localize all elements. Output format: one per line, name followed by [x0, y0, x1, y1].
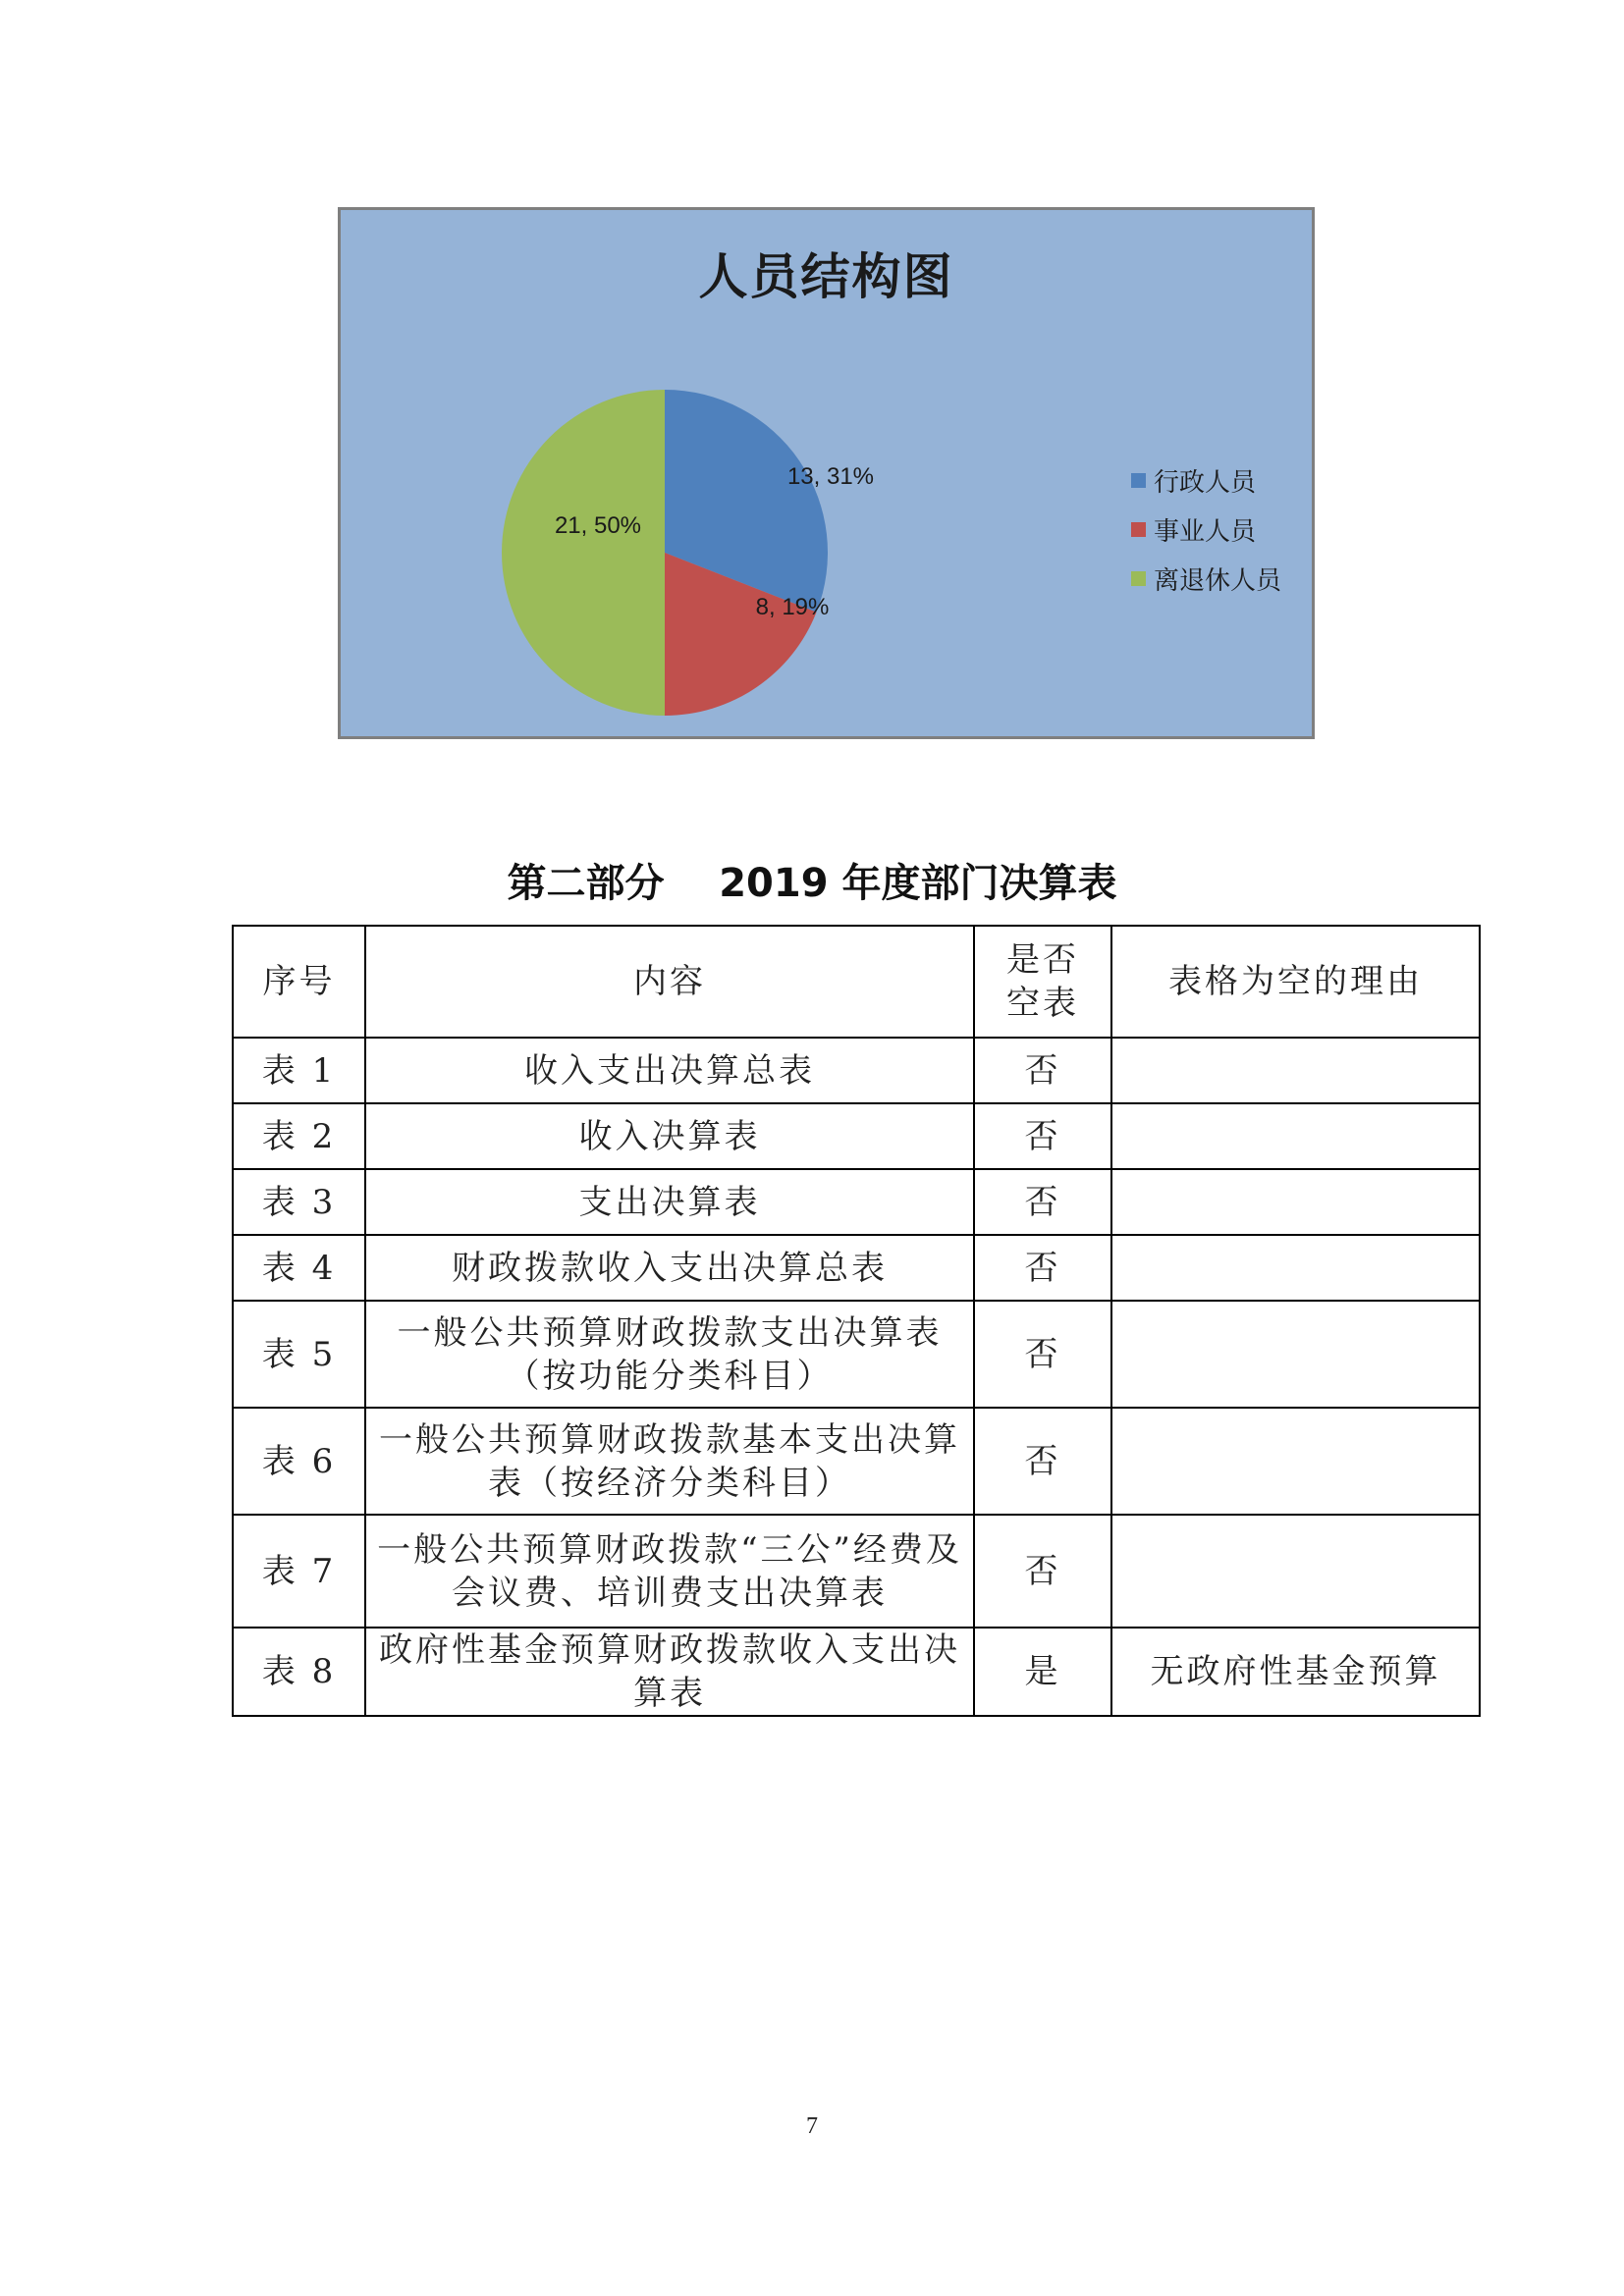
header-content: 内容	[365, 926, 974, 1038]
row-empty: 否	[974, 1103, 1111, 1169]
row-num: 表 1	[233, 1038, 365, 1103]
table-row	[233, 1235, 1480, 1301]
row-num: 表 2	[233, 1103, 365, 1169]
legend-swatch-institution	[1131, 522, 1146, 537]
table-row	[233, 1628, 1480, 1716]
pie-data-label: 21, 50%	[554, 512, 642, 539]
row-num: 表 6	[233, 1408, 365, 1515]
table-row	[233, 1169, 1480, 1235]
row-content: 收入支出决算总表	[365, 1038, 974, 1103]
legend-label: 事业人员	[1154, 516, 1257, 547]
row-reason	[1111, 1301, 1480, 1408]
row-content: 一般公共预算财政拨款“三公”经费及会议费、培训费支出决算表	[365, 1515, 974, 1628]
table-header-row	[233, 926, 1480, 1038]
legend-swatch-retired	[1131, 571, 1146, 586]
row-empty: 否	[974, 1235, 1111, 1301]
table-row	[233, 1515, 1480, 1628]
row-reason	[1111, 1408, 1480, 1515]
header-empty: 是否 空表	[974, 926, 1111, 1038]
row-num: 表 8	[233, 1628, 365, 1716]
row-reason	[1111, 1169, 1480, 1235]
legend-item	[1131, 505, 1281, 554]
header-num: 序号	[233, 926, 365, 1038]
page-number: 7	[806, 2113, 818, 2139]
legend-label: 行政人员	[1154, 467, 1257, 498]
row-content: 支出决算表	[365, 1169, 974, 1235]
row-empty: 否	[974, 1038, 1111, 1103]
section-heading: 第二部分 2019 年度部门决算表	[507, 861, 1117, 906]
pie-data-label: 8, 19%	[755, 594, 830, 620]
table-row	[233, 1103, 1480, 1169]
row-content: 一般公共预算财政拨款支出决算表（按功能分类科目）	[365, 1301, 974, 1408]
row-content: 政府性基金预算财政拨款收入支出决算表	[365, 1628, 974, 1716]
row-reason	[1111, 1515, 1480, 1628]
pie-chart-panel	[338, 207, 1315, 739]
row-empty: 否	[974, 1169, 1111, 1235]
legend-item	[1131, 455, 1281, 505]
row-num: 表 7	[233, 1515, 365, 1628]
row-empty: 否	[974, 1301, 1111, 1408]
legend-label: 离退休人员	[1154, 565, 1282, 596]
row-reason: 无政府性基金预算	[1111, 1628, 1480, 1716]
row-num: 表 3	[233, 1169, 365, 1235]
header-reason: 表格为空的理由	[1111, 926, 1480, 1038]
row-empty: 否	[974, 1408, 1111, 1515]
row-content: 一般公共预算财政拨款基本支出决算表（按经济分类科目）	[365, 1408, 974, 1515]
report-table	[232, 925, 1481, 1717]
row-content: 收入决算表	[365, 1103, 974, 1169]
pie-slice-3	[502, 390, 665, 716]
chart-title: 人员结构图	[698, 248, 954, 305]
row-num: 表 4	[233, 1235, 365, 1301]
table-row	[233, 1408, 1480, 1515]
row-reason	[1111, 1103, 1480, 1169]
table-row	[233, 1301, 1480, 1408]
row-empty: 否	[974, 1515, 1111, 1628]
row-reason	[1111, 1235, 1480, 1301]
legend-swatch-admin	[1131, 473, 1146, 488]
row-reason	[1111, 1038, 1480, 1103]
row-empty: 是	[974, 1628, 1111, 1716]
row-content: 财政拨款收入支出决算总表	[365, 1235, 974, 1301]
pie-data-label: 13, 31%	[786, 463, 875, 490]
chart-legend	[1131, 455, 1281, 603]
row-num: 表 5	[233, 1301, 365, 1408]
legend-item	[1131, 554, 1281, 603]
table-row	[233, 1038, 1480, 1103]
